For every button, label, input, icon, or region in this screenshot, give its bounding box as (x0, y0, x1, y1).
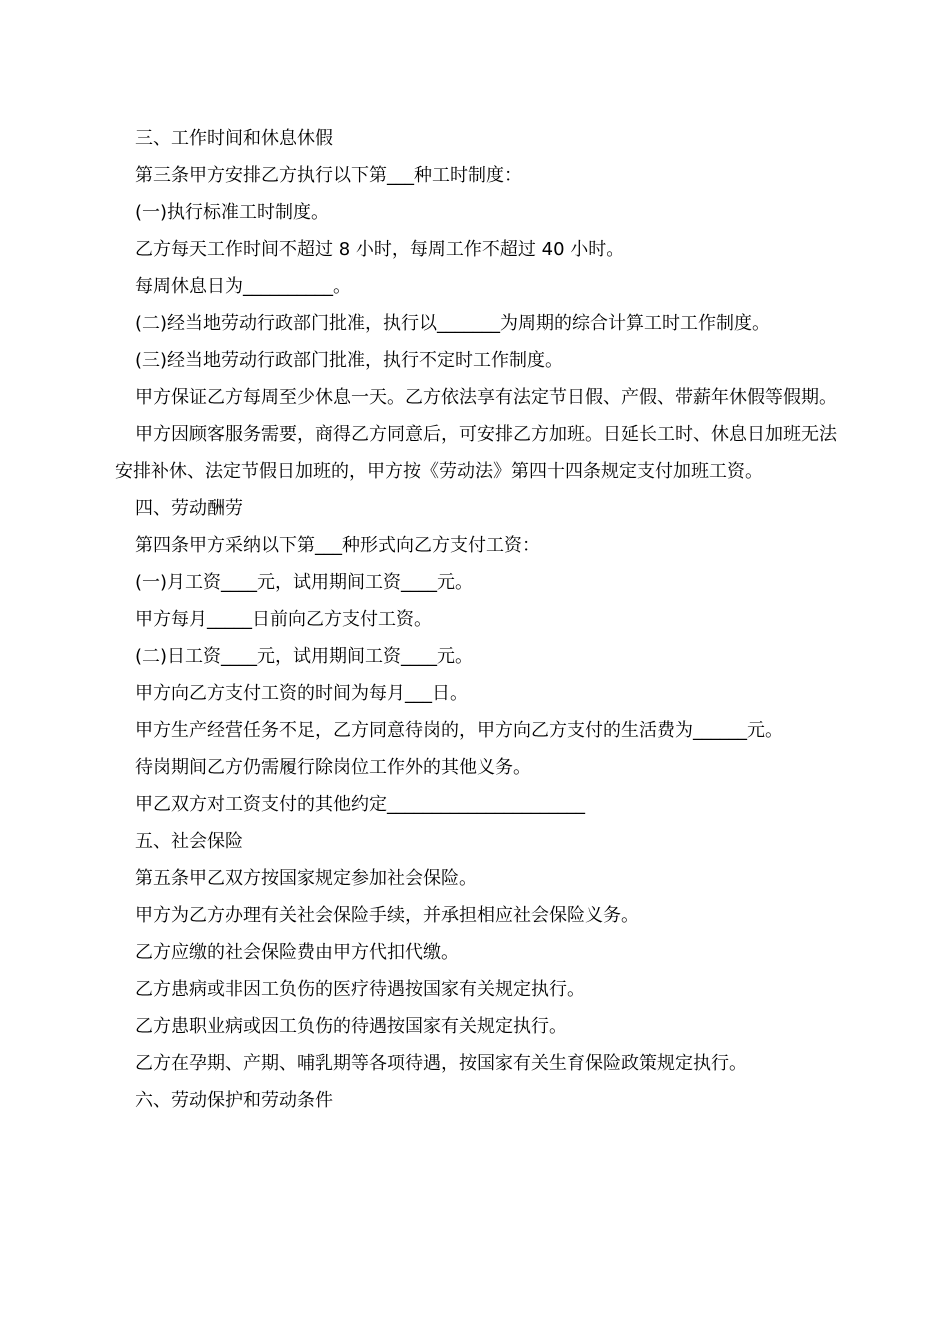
paragraph: 甲方生产经营任务不足，乙方同意待岗的，甲方向乙方支付的生活费为______元。 (135, 720, 783, 741)
paragraph: 乙方在孕期、产期、哺乳期等各项待遇，按国家有关生育保险政策规定执行。 (135, 1053, 747, 1074)
paragraph: (一)执行标准工时制度。 (135, 202, 330, 223)
paragraph: 甲乙双方对工资支付的其他约定______________________ (135, 794, 585, 815)
document-body (115, 120, 840, 1119)
paragraph: 甲方向乙方支付工资的时间为每月___日。 (135, 683, 468, 704)
paragraph: 第三条甲方安排乙方执行以下第___种工时制度： (135, 165, 522, 186)
section-heading-work-hours: 三、工作时间和休息休假 (135, 128, 333, 149)
paragraph: (一)月工资____元，试用期间工资____元。 (135, 572, 474, 593)
paragraph: 乙方每天工作时间不超过 8 小时，每周工作不超过 40 小时。 (135, 239, 625, 260)
paragraph: 甲方每月_____日前向乙方支付工资。 (135, 609, 432, 630)
paragraph: 乙方患病或非因工负伤的医疗待遇按国家有关规定执行。 (135, 979, 585, 1000)
paragraph: 乙方应缴的社会保险费由甲方代扣代缴。 (135, 942, 459, 963)
paragraph: (二)经当地劳动行政部门批准，执行以_______为周期的综合计算工时工作制度。 (135, 313, 771, 334)
paragraph: 甲方为乙方办理有关社会保险手续，并承担相应社会保险义务。 (135, 905, 639, 926)
paragraph: 第五条甲乙双方按国家规定参加社会保险。 (135, 868, 477, 889)
paragraph: 待岗期间乙方仍需履行除岗位工作外的其他义务。 (135, 757, 531, 778)
section-heading-social-insurance: 五、社会保险 (135, 831, 243, 852)
paragraph: (三)经当地劳动行政部门批准，执行不定时工作制度。 (135, 350, 564, 371)
paragraph: 甲方保证乙方每周至少休息一天。乙方依法享有法定节日假、产假、带薪年休假等假期。 (135, 387, 837, 408)
paragraph: 乙方患职业病或因工负伤的待遇按国家有关规定执行。 (135, 1016, 567, 1037)
paragraph: 甲方因顾客服务需要，商得乙方同意后，可安排乙方加班。日延长工时、休息日加班无法安排补休、法定节假日加班的，甲方按《劳动法》第四十四条规定支付加班工资。 (115, 424, 837, 482)
paragraph: 第四条甲方采纳以下第___种形式向乙方支付工资： (135, 535, 540, 556)
paragraph: (二)日工资____元，试用期间工资____元。 (135, 646, 474, 667)
section-heading-labor-protection: 六、劳动保护和劳动条件 (135, 1090, 333, 1111)
paragraph: 每周休息日为__________。 (135, 276, 351, 297)
section-heading-remuneration: 四、劳动酬劳 (135, 498, 243, 519)
